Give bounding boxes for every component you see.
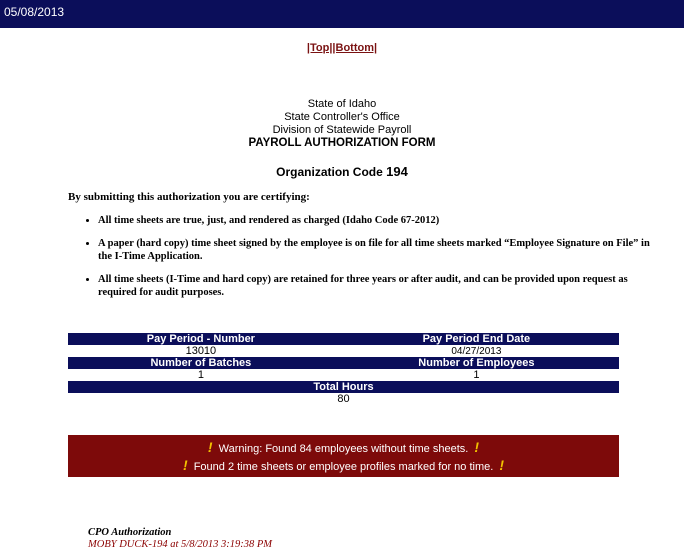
pay-period-number: 13010 — [185, 345, 217, 357]
top-bar — [0, 0, 684, 28]
warning-row — [68, 456, 619, 474]
pay-period-end-date-header: Pay Period End Date — [334, 333, 619, 345]
cpo-label: CPO Authorization — [88, 527, 172, 538]
org-code-value: 194 — [386, 164, 408, 179]
cpo-authorization — [88, 527, 272, 551]
org-code-label: Organization Code — [276, 165, 383, 179]
top-link[interactable]: |Top| — [306, 42, 333, 54]
exclamation-icon: ! — [182, 457, 188, 473]
form-title: PAYROLL AUTHORIZATION FORM — [248, 137, 436, 149]
warning-banner — [68, 435, 619, 477]
pay-summary-table — [68, 333, 619, 405]
page-nav — [0, 42, 684, 54]
certify-intro: By submitting this authorization you are certifying: — [68, 191, 310, 203]
office-name: State Controller's Office — [284, 111, 400, 123]
warning-text: Warning: Found 84 employees without time sheets. — [218, 443, 469, 455]
certify-item: • All time sheets (I-Time and hard copy) are retained for three years or after audit, and can be provided upon request as required for audit purposes. — [98, 273, 653, 299]
bottom-link[interactable]: |Bottom| — [332, 42, 378, 54]
certify-item: • All time sheets are true, just, and rendered as charged (Idaho Code 67-2012) — [98, 214, 653, 227]
organization-code — [0, 164, 684, 179]
exclamation-icon: ! — [499, 457, 505, 473]
employees-count: 1 — [473, 369, 480, 381]
pay-period-number-header: Pay Period - Number — [68, 333, 334, 345]
exclamation-icon: ! — [474, 439, 480, 455]
division-name: Division of Statewide Payroll — [272, 124, 412, 136]
warning-row — [68, 438, 619, 456]
total-hours-header: Total Hours — [68, 381, 619, 393]
total-hours: 80 — [337, 393, 350, 405]
certify-list — [68, 214, 653, 309]
batches-header: Number of Batches — [68, 357, 334, 369]
form-header — [0, 98, 684, 150]
employees-header: Number of Employees — [334, 357, 619, 369]
cpo-signature: MOBY DUCK-194 at 5/8/2013 3:19:38 PM — [88, 539, 273, 550]
pay-period-end-date: 04/27/2013 — [451, 345, 502, 357]
exclamation-icon: ! — [207, 439, 213, 455]
batches-count: 1 — [197, 369, 204, 381]
warning-text: Found 2 time sheets or employee profiles marked for no time. — [193, 461, 494, 473]
report-date: 05/08/2013 — [4, 5, 65, 19]
certify-item: • A paper (hard copy) time sheet signed by the employee is on file for all time sheets marked “Employee Signature on File” in the I-Time Application. — [98, 237, 653, 263]
state-name: State of Idaho — [307, 98, 377, 110]
